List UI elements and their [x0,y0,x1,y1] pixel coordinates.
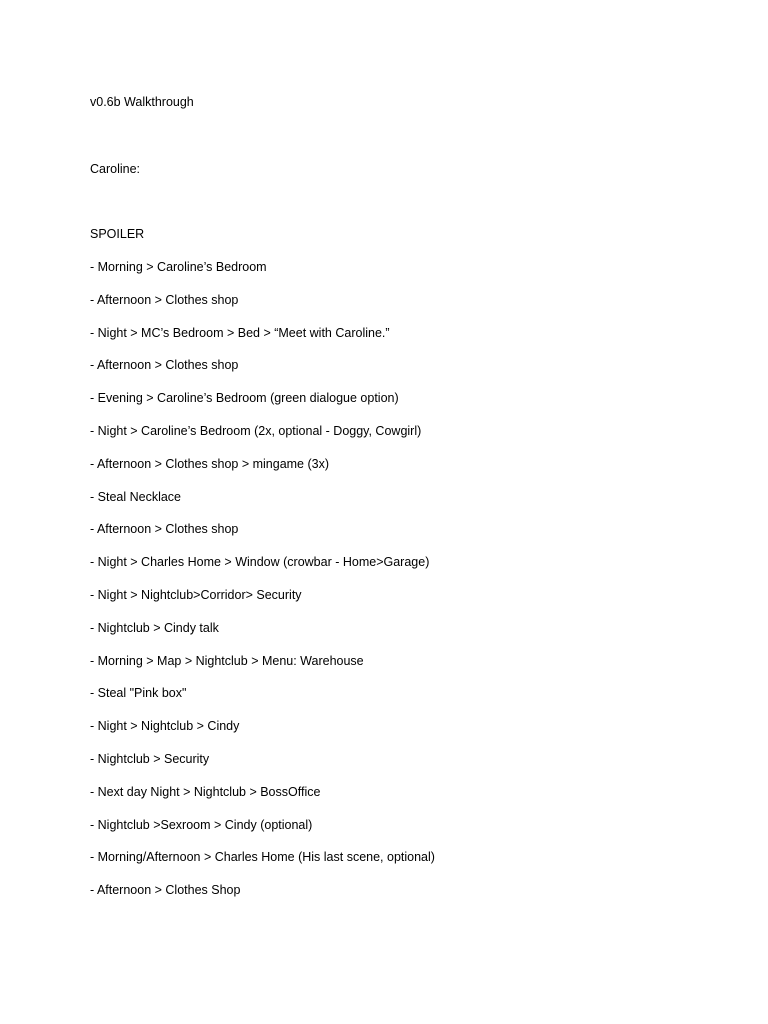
walkthrough-step: - Afternoon > Clothes Shop [90,883,241,898]
walkthrough-step: - Morning > Map > Nightclub > Menu: Warehouse [90,653,364,668]
section-heading: Caroline: [90,162,141,176]
walkthrough-step: - Next day Night > Nightclub > BossOffice [90,784,321,799]
walkthrough-step: - Nightclub > Security [90,751,210,766]
walkthrough-step: - Evening > Caroline’s Bedroom (green dialogue option) [90,391,399,406]
walkthrough-step: - Afternoon > Clothes shop [90,522,239,537]
walkthrough-step: - Morning/Afternoon > Charles Home (His last scene, optional) [90,850,435,865]
document-title: v0.6b Walkthrough [90,95,194,109]
walkthrough-step: - Night > MC’s Bedroom > Bed > “Meet with Caroline.” [90,325,390,340]
walkthrough-step: - Afternoon > Clothes shop > mingame (3x) [90,456,330,471]
walkthrough-step: - Night > Charles Home > Window (crowbar - Home>Garage) [90,555,430,570]
walkthrough-step: - Afternoon > Clothes shop [90,292,239,307]
walkthrough-step: - Night > Caroline’s Bedroom (2x, optional - Doggy, Cowgirl) [90,423,422,438]
spoiler-label: SPOILER [90,227,145,241]
walkthrough-step: - Afternoon > Clothes shop [90,358,239,373]
walkthrough-step: - Steal "Pink box" [90,686,187,701]
walkthrough-step: - Nightclub > Cindy talk [90,620,219,635]
walkthrough-step: - Night > Nightclub>Corridor> Security [90,587,302,602]
walkthrough-step: - Steal Necklace [90,489,182,504]
walkthrough-step: - Morning > Caroline’s Bedroom [90,260,267,274]
walkthrough-step: - Night > Nightclub > Cindy [90,719,240,734]
walkthrough-steps [90,259,435,915]
walkthrough-step: - Nightclub >Sexroom > Cindy (optional) [90,817,313,832]
